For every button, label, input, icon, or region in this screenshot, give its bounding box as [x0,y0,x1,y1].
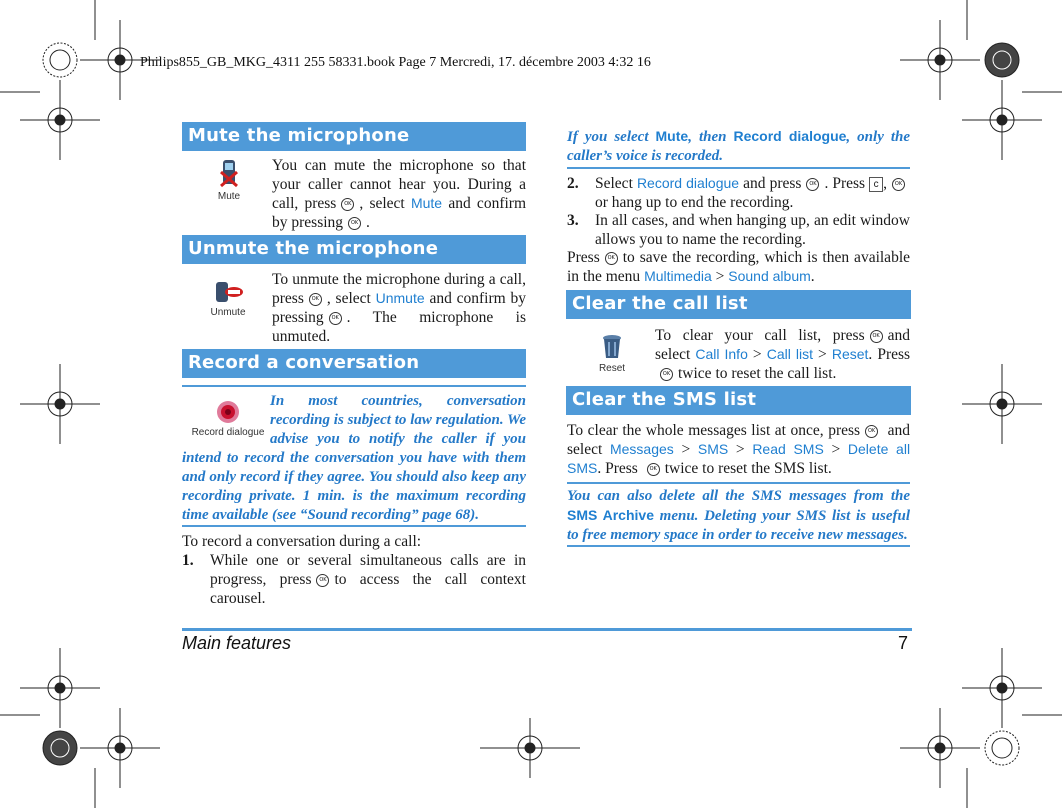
menu-mute-link: Mute [410,195,443,211]
ok-key-icon: OK [348,217,361,230]
menu-sms-link: SMS [697,441,729,457]
record-warning-note [182,392,526,525]
menu-delete-all-sms-link: Delete all SMS [567,441,911,476]
mute-text-1: You can mute the microphone so that your caller cannot hear you. During a call, press [272,157,526,212]
step-1-text-b: to access the call context carousel. [210,571,526,607]
section-unmute-title: Unmute the microphone [188,238,439,259]
step-1-text-a: While one or several simultaneous calls are in progress, press [210,552,526,588]
ok-key-icon: OK [316,574,329,587]
record-warning-text: In most countries, conversation recording is subject to law regulation. We advise you to notify the caller if you intend to record the conversation you have with them and only record if they agree. You should also keep any recording private. 1 min. is the maximum recording time available (see “Sound recording” page 68). [182,393,526,523]
menu-call-info-link: Call Info [695,346,748,362]
c-key-icon: c [869,177,883,192]
menu-messages-link: Messages [609,441,674,457]
reset-icon-box [588,334,636,378]
menu-read-sms-link: Read SMS [752,441,824,457]
note2-rule-top [567,482,910,484]
step-2-number: 2. [567,175,579,192]
unmute-icon [212,280,244,304]
unmute-text [272,270,526,346]
ok-key-icon: OK [605,252,618,265]
unmute-text-1: To unmute the microphone during a call, press [272,271,526,307]
section-record-title: Record a conversation [188,352,420,373]
section-record-title-bar [182,349,526,378]
mute-record-note: If you select Mute, then Record dialogue, only the caller’s voice is recorded. [567,128,911,164]
ok-key-icon: OK [341,198,354,211]
unmute-text-2: , select [326,290,371,307]
note-rule-bottom [182,525,526,527]
mute-text-4: . [366,214,370,231]
ok-key-icon: OK [329,312,342,325]
clear-sms-text: To clear the whole messages list at once, press OK and select Messages > SMS > Read SMS > Delete all SMS. Press OK twice to reset the SMS list. [567,422,911,477]
mute-text-2: , select [359,195,405,212]
record-icon-label: Record dialogue [191,427,265,438]
clear-call-text: To clear your call list, press OK and select Call Info > Call list > Reset. Press OK twice to reset the call list. [655,327,911,382]
print-header: Philips855_GB_MKG_4311 255 58331.book Page 7 Mercredi, 17. décembre 2003 4:32 16 [140,55,651,70]
section-mute-title: Mute the microphone [188,125,410,146]
unmute-text-4: . The microphone is unmuted. [272,309,526,345]
ok-key-icon: OK [647,463,660,476]
sms-archive-note: You can also delete all the SMS messages from the SMS Archive menu. Deleting your SMS list is useful to free memory space in order to receive new messages. [567,488,910,543]
ok-key-icon: OK [865,425,878,438]
save-recording-text: Press OK to save the recording, which is then available in the menu Multimedia > Sound album. [567,249,910,285]
record-step-1 [182,551,526,608]
record-intro: To record a conversation during a call: [182,533,422,550]
mute-icon-label: Mute [217,191,241,202]
record-step-2: 2. Select Record dialogue and press OK . Press c , OK or hang up to end the recording. [567,174,910,212]
trash-icon [601,334,623,360]
ok-key-icon: OK [309,293,322,306]
record-step-3: 3. In all cases, and when hanging up, an edit window allows you to name the recording. [567,212,910,248]
note-rule-top [182,385,526,387]
unmute-icon-box [204,280,252,320]
step-1-number: 1. [182,552,194,569]
section-unmute-title-bar [182,235,526,264]
unmute-icon-label: Unmute [210,307,246,318]
section-clear-sms-title-bar [566,386,911,415]
ok-key-icon: OK [660,368,673,381]
menu-sms-archive-link: SMS Archive [567,507,654,523]
menu-multimedia-link: Multimedia [644,268,712,284]
section-mute-title-bar [182,122,526,151]
footer-rule [182,628,912,631]
ok-key-icon: OK [870,330,883,343]
menu-sound-album-link: Sound album [728,268,811,284]
menu-reset-link: Reset [831,346,869,362]
mute-text [272,156,526,232]
menu-call-list-link: Call list [766,346,813,362]
step-3-number: 3. [567,212,579,229]
section-clear-sms-title: Clear the SMS list [572,389,757,410]
note-rule [567,167,910,169]
section-clear-call-title: Clear the call list [572,293,748,314]
mute-text-3: and confirm by pressing [272,195,527,231]
mute-icon [218,158,240,188]
unmute-text-3: and confirm by pressing [272,290,526,326]
mute-icon-box [205,158,253,206]
ok-key-icon: OK [806,178,819,191]
section-clear-call-title-bar [566,290,911,319]
menu-record-dialogue-link: Record dialogue [636,175,740,191]
reset-icon-label: Reset [598,363,626,374]
ok-key-icon: OK [892,178,905,191]
footer-chapter-title: Main features [182,633,292,653]
page-number: 7 [898,633,909,653]
menu-mute-link: Mute [655,128,689,144]
menu-record-dialogue-link: Record dialogue [733,128,847,144]
menu-unmute-link: Unmute [375,290,425,306]
note2-rule-bottom [567,545,910,547]
